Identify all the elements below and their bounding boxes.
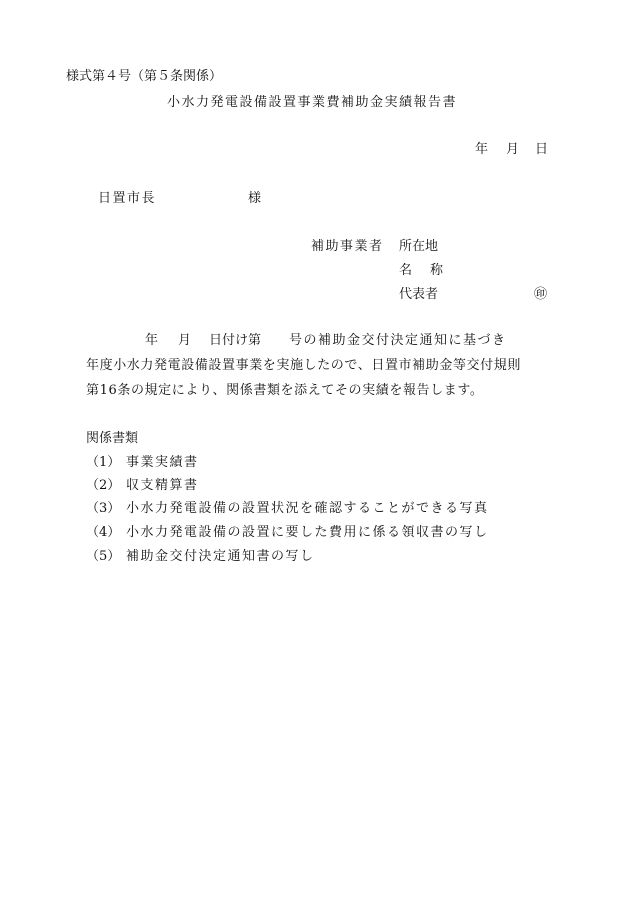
date-month: 月 bbox=[506, 142, 520, 157]
addressee-honorific: 様 bbox=[248, 191, 262, 206]
document-title: 小水力発電設備設置事業費補助金実績報告書 bbox=[167, 95, 458, 110]
documents-heading: 関係書類 bbox=[86, 431, 139, 446]
list-item-number: （5） bbox=[86, 549, 121, 564]
body-line-3: 第16条の規定により、関係書類を添えてその実績を報告します。 bbox=[86, 383, 484, 398]
list-item-text: 事業実績書 bbox=[126, 455, 199, 470]
list-item-text: 補助金交付決定通知書の写し bbox=[126, 549, 315, 564]
body-line-1-rest: 号の補助金交付決定通知に基づき bbox=[289, 333, 507, 348]
list-item-number: （1） bbox=[86, 455, 121, 470]
body-year: 年 bbox=[145, 333, 159, 348]
list-item bbox=[86, 502, 489, 515]
representative-label: 代表者 bbox=[399, 287, 439, 302]
form-number: 様式第４号（第５条関係） bbox=[66, 69, 223, 84]
body-line-1 bbox=[145, 334, 507, 347]
date-year: 年 bbox=[475, 142, 489, 157]
seal-mark: ㊞ bbox=[534, 287, 548, 302]
addressee-name: 日置市長 bbox=[98, 191, 157, 206]
list-item-number: （3） bbox=[86, 501, 121, 516]
date-line bbox=[475, 143, 548, 156]
body-month: 月 bbox=[178, 333, 192, 348]
list-item bbox=[86, 479, 199, 492]
list-item-text: 収支精算書 bbox=[126, 478, 199, 493]
address-label: 所在地 bbox=[399, 239, 439, 254]
name-label bbox=[399, 264, 443, 277]
list-item bbox=[86, 526, 489, 539]
date-day: 日 bbox=[535, 142, 549, 157]
list-item-number: （4） bbox=[86, 525, 121, 540]
list-item bbox=[86, 456, 199, 469]
list-item-number: （2） bbox=[86, 478, 121, 493]
list-item-text: 小水力発電設備の設置状況を確認することができる写真 bbox=[126, 501, 489, 516]
list-item-text: 小水力発電設備の設置に要した費用に係る領収書の写し bbox=[126, 525, 489, 540]
body-day-ref: 日付け第 bbox=[209, 333, 262, 348]
list-item bbox=[86, 550, 315, 563]
body-line-2: 年度小水力発電設備設置事業を実施したので、日置市補助金等交付規則 bbox=[86, 358, 521, 373]
name-label-second: 称 bbox=[430, 263, 444, 278]
applicant-role: 補助事業者 bbox=[311, 239, 384, 254]
name-label-first: 名 bbox=[399, 263, 413, 278]
